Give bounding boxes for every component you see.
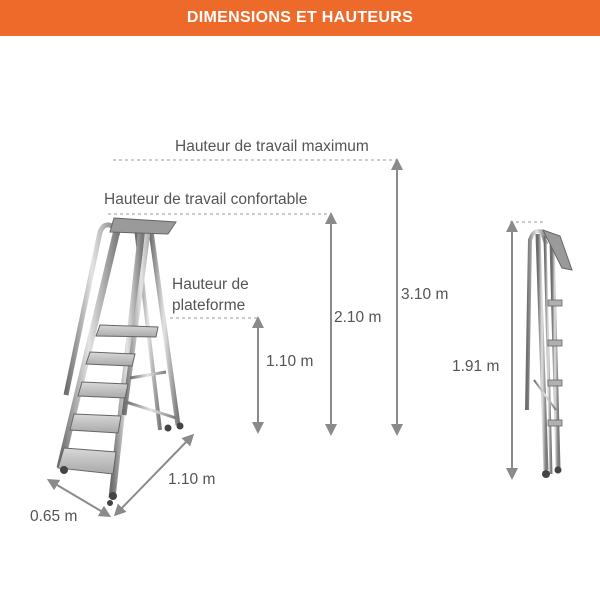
width-value: 0.65 m: [30, 508, 78, 525]
banner-title: DIMENSIONS ET HAUTEURS: [186, 9, 414, 26]
max-height-label: Hauteur de travail maximum: [175, 138, 369, 155]
platform-height-label-line2: plateforme: [172, 297, 246, 314]
folded-height-value: 1.91 m: [452, 358, 500, 375]
comfort-height-value: 2.10 m: [334, 309, 382, 326]
comfort-height-label: Hauteur de travail confortable: [104, 191, 308, 208]
platform-height-label-line1: Hauteur de: [172, 276, 249, 293]
folded-ladder-illustration: [527, 230, 572, 478]
platform-height-value: 1.10 m: [266, 353, 314, 370]
max-height-value: 3.10 m: [401, 286, 449, 303]
depth-value: 1.10 m: [168, 471, 216, 488]
